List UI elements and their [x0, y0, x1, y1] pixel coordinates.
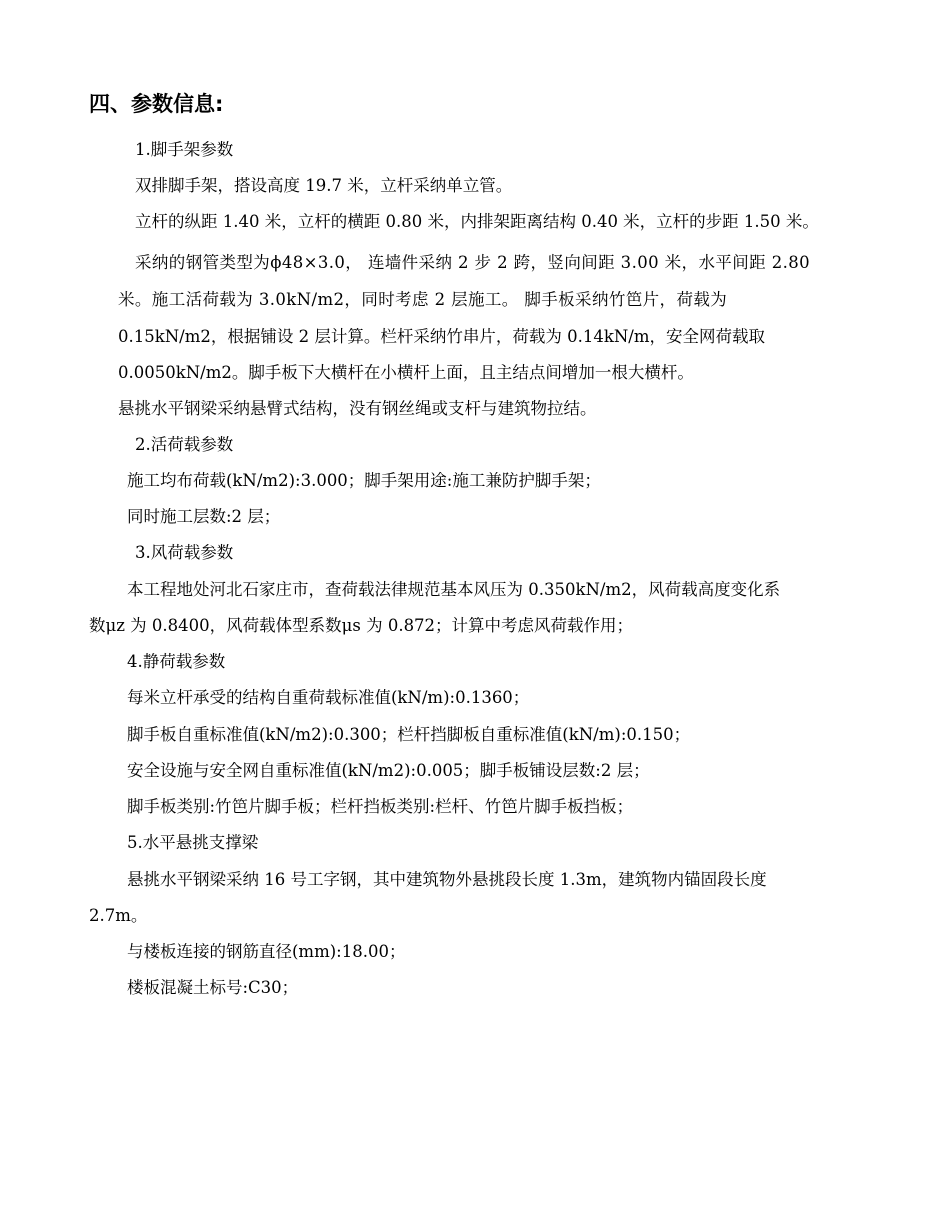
live-load-title: 2.活荷载参数	[135, 435, 234, 454]
cantilever-beam-line: 2.7m。	[89, 906, 148, 925]
wind-load-title: 3.风荷载参数	[135, 543, 234, 562]
section-heading: 四、参数信息:	[89, 92, 224, 116]
scaffold-params-line: 立杆的纵距 1.40 米，立杆的横距 0.80 米，内排架距离结构 0.40 米，立杆的步距 1.50 米。	[135, 212, 819, 231]
cantilever-beam-line: 与楼板连接的钢筋直径(mm):18.00；	[127, 942, 406, 961]
scaffold-params-line: 采纳的钢管类型为ϕ48×3.0， 连墙件采纳 2 步 2 跨，竖向间距 3.00 米，水平间距 2.80	[135, 253, 811, 272]
static-load-line: 安全设施与安全网自重标准值(kN/m2):0.005；脚手板铺设层数:2 层；	[127, 761, 650, 780]
scaffold-params-line: 悬挑水平钢梁采纳悬臂式结构，没有钢丝绳或支杆与建筑物拉结。	[118, 399, 597, 418]
scaffold-params-title: 1.脚手架参数	[135, 140, 234, 159]
cantilever-beam-line: 悬挑水平钢梁采纳 16 号工字钢，其中建筑物外悬挑段长度 1.3m，建筑物内锚固段长度	[127, 870, 767, 889]
scaffold-params-line: 双排脚手架，搭设高度 19.7 米，立杆采纳单立管。	[135, 176, 513, 195]
cantilever-beam-line: 楼板混凝土标号:C30；	[127, 978, 299, 997]
static-load-line: 脚手板自重标准值(kN/m2):0.300；栏杆挡脚板自重标准值(kN/m):0.150；	[127, 725, 691, 744]
scaffold-params-line: 0.0050kN/m2。脚手板下大横杆在小横杆上面，且主结点间增加一根大横杆。	[118, 363, 694, 382]
scaffold-params-line: 0.15kN/m2，根据铺设 2 层计算。栏杆采纳竹串片，荷载为 0.14kN/m，安全网荷载取	[118, 327, 765, 346]
live-load-line: 施工均布荷载(kN/m2):3.000；脚手架用途:施工兼防护脚手架；	[127, 471, 601, 490]
scaffold-params-line: 米。施工活荷载为 3.0kN/m2，同时考虑 2 层施工。 脚手板采纳竹笆片，荷载为	[118, 290, 728, 309]
live-load-line: 同时施工层数:2 层；	[127, 507, 281, 526]
wind-load-line: 本工程地处河北石家庄市，查荷载法律规范基本风压为 0.350kN/m2，风荷载高度变化系	[127, 580, 781, 599]
static-load-line: 每米立杆承受的结构自重荷载标准值(kN/m):0.1360；	[127, 688, 530, 707]
static-load-line: 脚手板类别:竹笆片脚手板；栏杆挡板类别:栏杆、竹笆片脚手板挡板；	[127, 797, 634, 816]
static-load-title: 4.静荷载参数	[127, 652, 226, 671]
wind-load-line: 数μz 为 0.8400，风荷载体型系数μs 为 0.872；计算中考虑风荷载作用；	[89, 616, 634, 635]
cantilever-beam-title: 5.水平悬挑支撑梁	[127, 833, 259, 852]
